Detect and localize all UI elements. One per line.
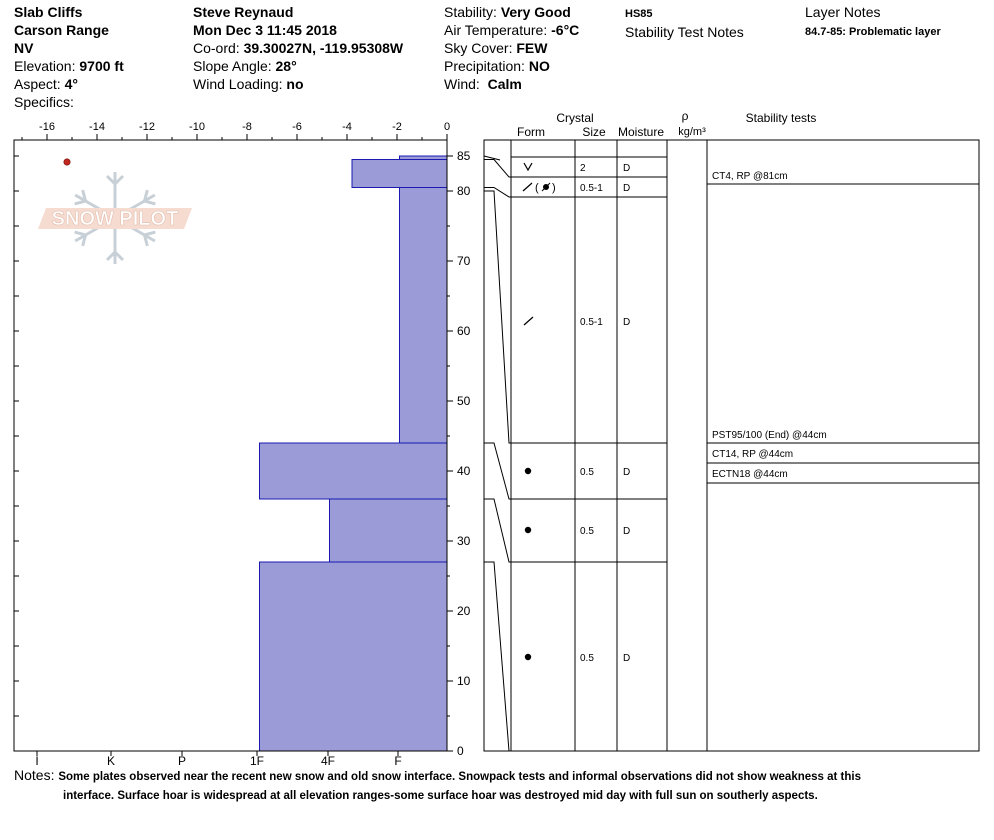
header-crystal: Crystal bbox=[556, 111, 594, 125]
coord-value: 39.30027N, -119.95308W bbox=[243, 40, 404, 56]
crystal-rounded-icon bbox=[525, 654, 531, 660]
hardness-tick-label-2: P bbox=[177, 754, 187, 768]
crystal-decomposing-icon bbox=[523, 183, 532, 191]
depth-tick-label-7: 70 bbox=[457, 254, 471, 268]
layer-moisture-4: D bbox=[623, 467, 631, 478]
temp-tick-label-6: -4 bbox=[342, 121, 352, 133]
header-moisture: Moisture bbox=[617, 125, 665, 139]
hardness-bar-0 bbox=[260, 562, 448, 751]
state-name: NV bbox=[14, 40, 34, 56]
layer-connector-2 bbox=[484, 188, 511, 198]
logo-text: SNOW PILOT bbox=[51, 208, 179, 230]
temp-tick-label-3: -10 bbox=[189, 121, 205, 133]
stability-value: Very Good bbox=[500, 4, 571, 20]
depth-tick-label-2: 20 bbox=[457, 604, 471, 618]
hardness-tick-label-4: 4F bbox=[320, 754, 336, 768]
sky-value: FEW bbox=[516, 40, 548, 56]
layer-connector-5 bbox=[484, 499, 511, 562]
temp-tick-label-1: -14 bbox=[89, 121, 105, 133]
hardness-bar-3 bbox=[400, 188, 448, 444]
temp-tick-label-0: -16 bbox=[39, 121, 55, 133]
layer-size-6: 0.5 bbox=[580, 653, 594, 664]
air-temp-label: Air Temperature: bbox=[444, 22, 548, 38]
range-name: Carson Range bbox=[14, 22, 109, 38]
observation-datetime: Mon Dec 3 11:45 2018 bbox=[193, 22, 337, 38]
temp-tick-label-2: -12 bbox=[139, 121, 155, 133]
wind-value: Calm bbox=[487, 76, 522, 92]
snowpilot-logo bbox=[38, 172, 192, 264]
elevation-label: Elevation: bbox=[14, 58, 76, 74]
air-temp-value: -6°C bbox=[551, 22, 580, 38]
header-size: Size bbox=[582, 125, 606, 139]
wind-loading-label: Wind Loading: bbox=[193, 76, 283, 92]
observer-name: Steve Reynaud bbox=[193, 4, 294, 20]
stability-notes-label: Stability Test Notes bbox=[625, 24, 744, 40]
temp-tick-label-7: -2 bbox=[392, 121, 402, 133]
depth-tick-label-5: 50 bbox=[457, 394, 471, 408]
temp-tick-label-4: -8 bbox=[242, 121, 252, 133]
depth-tick-label-8: 80 bbox=[457, 184, 471, 198]
stability-label: Stability: bbox=[444, 4, 497, 20]
header-stability-tests: Stability tests bbox=[745, 111, 817, 125]
precip-value: NO bbox=[528, 58, 550, 74]
wind-label: Wind: bbox=[444, 76, 480, 92]
layer-moisture-2: D bbox=[623, 183, 631, 194]
depth-tick-label-9: 85 bbox=[457, 149, 471, 163]
layer-moisture-5: D bbox=[623, 526, 631, 537]
layer-size-4: 0.5 bbox=[580, 467, 594, 478]
stability-test-3: ECTN18 @44cm bbox=[712, 469, 788, 480]
depth-tick-label-0: 0 bbox=[457, 744, 464, 758]
depth-tick-label-4: 40 bbox=[457, 464, 471, 478]
hardness-bar-2 bbox=[260, 443, 448, 499]
elevation-value: 9700 ft bbox=[79, 58, 124, 74]
stability-test-1: PST95/100 (End) @44cm bbox=[712, 430, 827, 441]
layer-moisture-3: D bbox=[623, 317, 631, 328]
temp-tick-label-5: -6 bbox=[292, 121, 302, 133]
layer-table bbox=[484, 109, 979, 751]
stability-test-2: CT14, RP @44cm bbox=[712, 449, 794, 460]
aspect-value: 4° bbox=[64, 76, 78, 92]
hs-value: HS85 bbox=[625, 8, 653, 20]
stability-test-0: CT4, RP @81cm bbox=[712, 171, 788, 182]
layer-connector-6 bbox=[484, 562, 511, 751]
depth-tick-label-1: 10 bbox=[457, 674, 471, 688]
crystal-paren-close-icon: ) bbox=[552, 182, 556, 194]
slope-label: Slope Angle: bbox=[193, 58, 272, 74]
hardness-bars bbox=[260, 156, 448, 751]
location-name: Slab Cliffs bbox=[14, 4, 83, 20]
notes-line-2: interface. Surface hoar is widespread at all elevation ranges-some surface hoar was destroyed mid day with full sun on southerly aspects. bbox=[63, 790, 818, 802]
sky-label: Sky Cover: bbox=[444, 40, 513, 56]
hardness-tick-label-5: F bbox=[394, 754, 402, 768]
specifics-label: Specifics: bbox=[14, 94, 74, 110]
hardness-bar-5 bbox=[400, 156, 448, 160]
layer-notes-label: Layer Notes bbox=[805, 4, 881, 20]
layer-size-1: 2 bbox=[580, 163, 586, 174]
layer-connector-1 bbox=[484, 160, 511, 178]
temperature-point-0 bbox=[64, 159, 70, 165]
slope-value: 28° bbox=[275, 58, 297, 74]
layer-size-5: 0.5 bbox=[580, 526, 594, 537]
crystal-surface-hoar-icon bbox=[524, 163, 532, 170]
header-density-unit: kg/m³ bbox=[678, 126, 706, 138]
layer-connector-3 bbox=[484, 191, 511, 443]
layer-moisture-6: D bbox=[623, 653, 631, 664]
coord-label: Co-ord: bbox=[193, 40, 240, 56]
layer-note: 84.7-85: Problematic layer bbox=[805, 26, 941, 38]
crystal-rounded-icon bbox=[525, 527, 531, 533]
wind-loading-value: no bbox=[286, 76, 304, 92]
header-form: Form bbox=[517, 125, 545, 139]
depth-tick-label-6: 60 bbox=[457, 324, 471, 338]
crystal-decomposing-icon bbox=[524, 317, 533, 325]
layer-size-3: 0.5-1 bbox=[580, 317, 603, 328]
depth-tick-label-3: 30 bbox=[457, 534, 471, 548]
aspect-label: Aspect: bbox=[14, 76, 61, 92]
layer-connector-4 bbox=[484, 443, 511, 499]
hardness-tick-label-0: I bbox=[35, 754, 39, 768]
layer-moisture-1: D bbox=[623, 163, 631, 174]
hardness-tick-label-1: K bbox=[106, 754, 116, 768]
layer-size-2: 0.5-1 bbox=[580, 183, 603, 194]
notes-label: Notes: bbox=[14, 767, 55, 783]
crystal-paren-open-icon: ( bbox=[535, 182, 539, 194]
notes-line-1: Some plates observed near the recent new snow and old snow interface. Snowpack tests and informal observations did not show weakness at this bbox=[58, 771, 862, 783]
crystal-rounded-icon bbox=[525, 468, 531, 474]
hardness-bar-4 bbox=[352, 160, 447, 188]
notes-section bbox=[14, 766, 989, 806]
hardness-tick-label-3: 1F bbox=[249, 754, 265, 768]
header-density-symbol: ρ bbox=[681, 109, 689, 123]
precip-label: Precipitation: bbox=[444, 58, 525, 74]
temp-tick-label-8: 0 bbox=[443, 121, 451, 133]
table-frame bbox=[484, 140, 979, 751]
hardness-bar-1 bbox=[330, 499, 448, 562]
